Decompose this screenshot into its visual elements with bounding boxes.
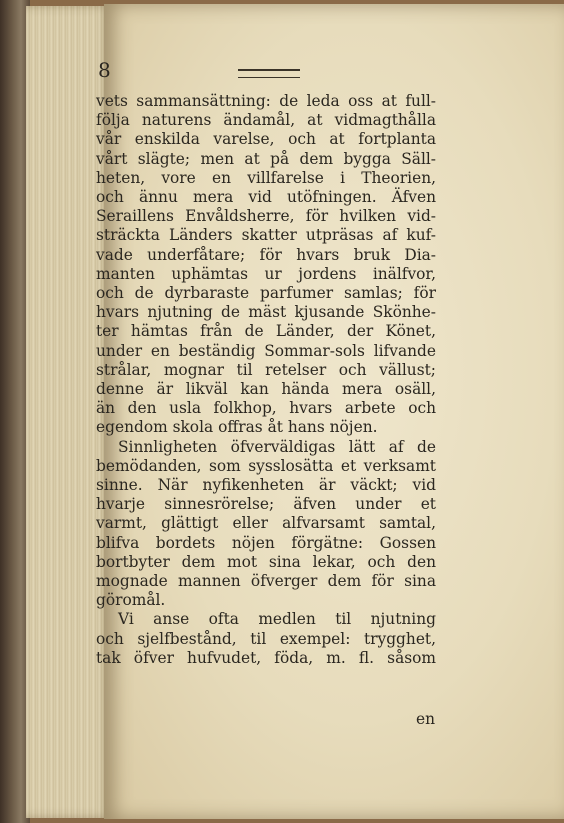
text-line: mognade mannen öfverger dem för sina (96, 572, 436, 591)
text-line: vets sammansättning: de leda oss at full- (96, 92, 436, 110)
text-line: blifva bordets nöjen förgätne: Gossen (96, 533, 436, 552)
text-line: vade underfåtare; för hvars bruk Dia- (96, 245, 436, 264)
text-line: ter hämtas från de Länder, der Könet, (96, 322, 436, 341)
header-ornament (238, 69, 300, 78)
text-line: hvarje sinnesrörelse; äfven under et (96, 495, 436, 514)
text-line: och sjelfbestånd, til exempel: trygghet, (96, 629, 436, 648)
text-line: strålar, mognar til retelser och vällust; (96, 360, 436, 379)
text-line: heten, vore en villfarelse i Theorien, (96, 168, 436, 187)
body-text (96, 92, 436, 668)
text-line: manten uphämtas ur jordens inälfvor, (96, 264, 436, 283)
text-line: sträckta Länders skatter utpräsas af kuf- (96, 226, 436, 245)
text-line: göromål. (96, 591, 166, 610)
text-line: vår enskilda varelse, och at fortplanta (96, 130, 436, 149)
text-line: bortbyter dem mot sina lekar, och den (96, 552, 436, 571)
text-line: sinne. När nyfikenheten är väckt; vid (96, 476, 436, 495)
text-line: egendom skola offras åt hans nöjen. (96, 418, 378, 437)
text-line: bemödanden, som sysslosätta et verksamt (96, 456, 436, 475)
text-line: Sinnligheten öfverväldigas lätt af de (118, 437, 436, 456)
text-line: denne är likväl kan hända mera osäll, (96, 380, 436, 399)
text-line: hvars njutning de mäst kjusande Skönhe- (96, 303, 436, 322)
text-line: och ännu mera vid utöfningen. Äfven (96, 188, 436, 207)
page-number: 8 (98, 58, 111, 82)
text-line: tak öfver hufvudet, föda, m. fl. såsom (96, 648, 436, 667)
text-line: Seraillens Envåldsherre, för hvilken vid- (96, 207, 436, 226)
text-line: Vi anse ofta medlen til njutning (118, 610, 436, 629)
text-line: följa naturens ändamål, at vidmagthålla (96, 111, 436, 130)
catchword: en (416, 710, 436, 728)
text-line: under en beständig Sommar-sols lifvande (96, 341, 436, 360)
text-line: vårt slägte; men at på dem bygga Säll- (96, 149, 436, 168)
text-line: varmt, glättigt eller alfvarsamt samtal, (96, 514, 436, 533)
text-line: och de dyrbaraste parfumer samlas; för (96, 284, 436, 303)
text-line: än den usla folkhop, hvars arbete och (96, 399, 436, 418)
